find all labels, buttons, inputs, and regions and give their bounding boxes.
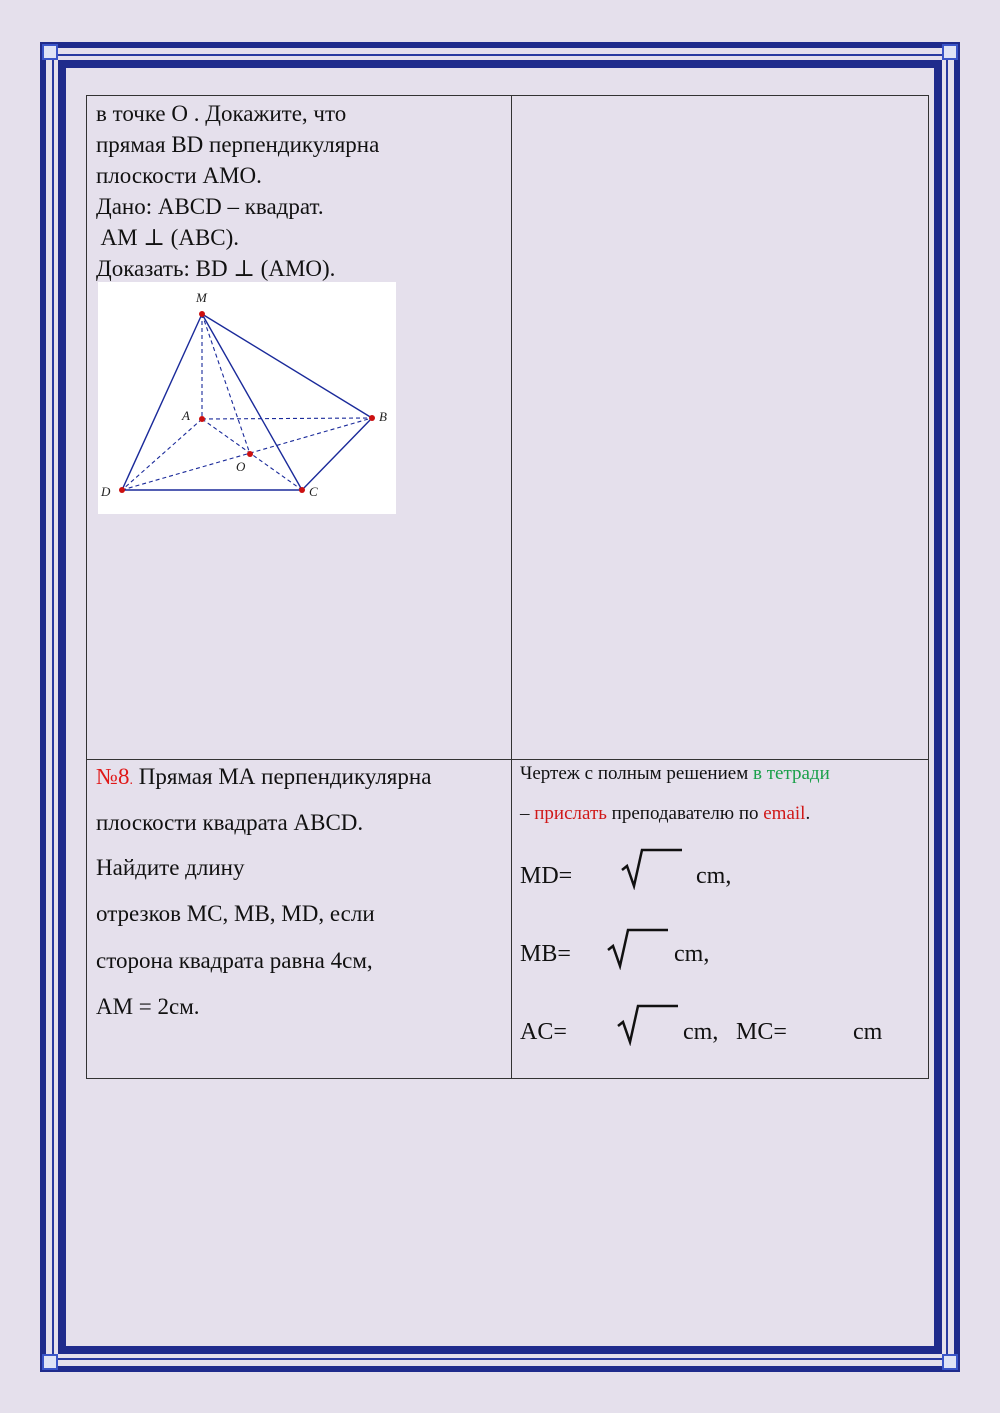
instruction-period: . xyxy=(805,803,811,824)
label-B: B xyxy=(379,409,387,424)
task8-line-3: Найдите длину xyxy=(96,855,245,880)
instruction-line-1 xyxy=(520,763,830,785)
task-line: в точке О . Докажите, что xyxy=(96,101,347,126)
label-O: O xyxy=(236,459,246,474)
task-number: №8 xyxy=(96,764,130,789)
answer-cell-8 xyxy=(511,759,929,1079)
point-M xyxy=(199,311,205,317)
task8-line-5: сторона квадрата равна 4см, xyxy=(96,948,373,973)
task-statement xyxy=(96,98,379,284)
task8-line-4: отрезков МС, MB, MD, если xyxy=(96,901,375,926)
task8-line-1 xyxy=(96,764,431,790)
edge-AB xyxy=(202,418,372,419)
instruction-text: преподавателю по xyxy=(606,803,764,824)
ac-label: AC= xyxy=(520,1019,567,1045)
edge-MO xyxy=(202,314,250,454)
prove-line: Доказать: BD ⊥ (AMO). xyxy=(96,256,336,281)
task8-line-6: АМ = 2см. xyxy=(96,994,200,1019)
frame-corner-ornament xyxy=(942,44,958,60)
md-sqrt-icon xyxy=(620,844,684,890)
edge-AD xyxy=(122,419,202,490)
point-A xyxy=(199,416,205,422)
given-line: Дано: ABCD – квадрат. xyxy=(96,194,324,219)
ac-sqrt-icon xyxy=(616,1000,680,1046)
point-C xyxy=(299,487,305,493)
label-C: C xyxy=(309,484,318,499)
md-label: MD= xyxy=(520,863,573,889)
task-line: плоскости AMO. xyxy=(96,163,262,188)
label-M: M xyxy=(196,290,207,305)
mc-unit: cm xyxy=(853,1019,883,1045)
task8-line-2: плоскости квадрата ABCD. xyxy=(96,810,364,835)
given-line: AM ⊥ (ABC). xyxy=(96,225,240,250)
task-number-dot: . xyxy=(129,773,133,788)
mc-label: MC= xyxy=(736,1019,787,1045)
instruction-send: прислать xyxy=(534,803,607,824)
mb-label: MB= xyxy=(520,941,571,967)
mb-sqrt-icon xyxy=(606,924,670,970)
ac-unit: cm, xyxy=(683,1019,719,1045)
pyramid-figure xyxy=(98,282,396,514)
instruction-email: email xyxy=(763,803,806,824)
md-unit: cm, xyxy=(696,863,732,889)
answer-cell-previous xyxy=(511,95,929,760)
edge-MB xyxy=(202,314,372,418)
edge-MD xyxy=(122,314,202,490)
point-B xyxy=(369,415,375,421)
task-cell-8 xyxy=(86,759,512,1079)
instruction-line-2 xyxy=(520,803,810,825)
task-cell-previous xyxy=(86,95,512,760)
frame-corner-ornament xyxy=(42,44,58,60)
instruction-text: Чертеж с полным решением xyxy=(520,763,753,784)
instruction-notebook: в тетради xyxy=(752,763,830,784)
point-D xyxy=(119,487,125,493)
edge-MC xyxy=(202,314,302,490)
mb-unit: cm, xyxy=(674,941,710,967)
label-A: A xyxy=(182,408,190,423)
point-O xyxy=(247,451,253,457)
instruction-dash: – xyxy=(520,803,535,824)
task-line: прямая BD перпендикулярна xyxy=(96,132,380,157)
label-D: D xyxy=(101,484,111,499)
frame-corner-ornament xyxy=(942,1354,958,1370)
worksheet-table xyxy=(86,95,929,1079)
edge-CB xyxy=(302,418,372,490)
task8-text: Прямая МА перпендикулярна xyxy=(132,764,432,789)
frame-corner-ornament xyxy=(42,1354,58,1370)
